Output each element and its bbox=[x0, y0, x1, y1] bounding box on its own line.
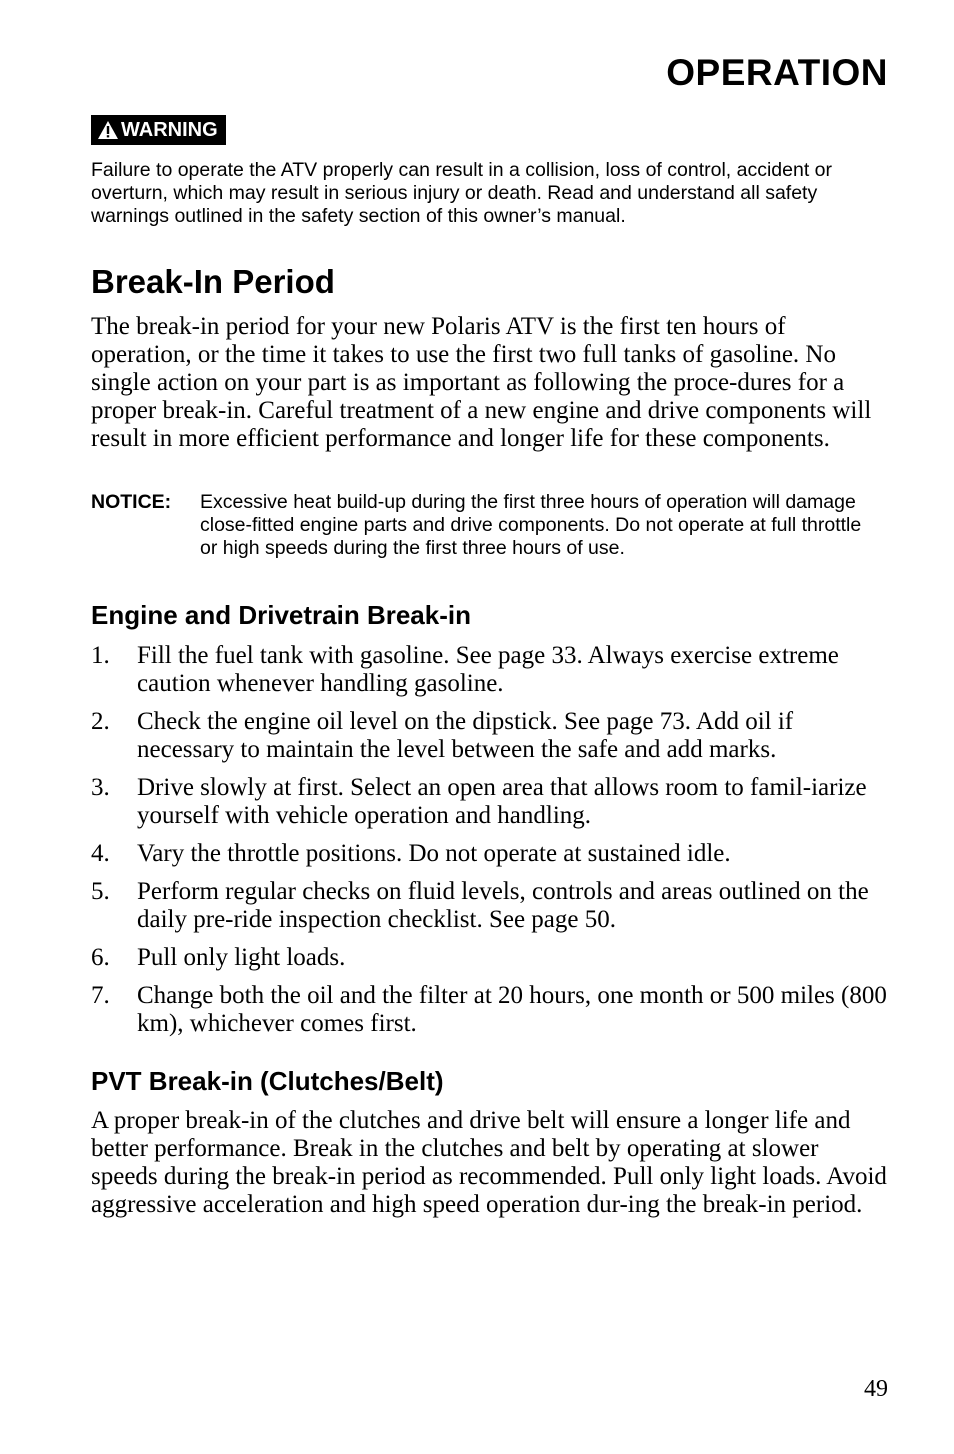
engine-heading: Engine and Drivetrain Break-in bbox=[91, 600, 471, 630]
break-in-heading: Break-In Period bbox=[91, 263, 335, 300]
list-number: 5. bbox=[91, 878, 110, 905]
list-number: 4. bbox=[91, 840, 110, 867]
warning-icon bbox=[97, 120, 119, 140]
list-text: Fill the fuel tank with gasoline. See page 33. Always exercise extreme caution whenever handling gasoline. bbox=[137, 642, 839, 697]
list-text: Change both the oil and the filter at 20 hours, one month or 500 miles (800 km), whichever comes first. bbox=[137, 982, 887, 1037]
warning-text: Failure to operate the ATV properly can result in a collision, loss of control, accident or overturn, which may result in serious injury or death. Read and understand all safety warnings outlined in the safety section of this owner’s manual. bbox=[91, 159, 833, 228]
list-number: 7. bbox=[91, 982, 110, 1009]
notice-label: NOTICE: bbox=[91, 491, 172, 513]
list-item bbox=[91, 774, 891, 830]
list-item bbox=[91, 982, 891, 1038]
list-item bbox=[91, 878, 891, 934]
list-text: Drive slowly at first. Select an open area that allows room to famil-iarize yourself with vehicle operation and handling. bbox=[137, 774, 867, 829]
list-text: Vary the throttle positions. Do not operate at sustained idle. bbox=[137, 840, 731, 867]
notice-block bbox=[91, 491, 891, 561]
list-number: 6. bbox=[91, 944, 110, 971]
list-number: 2. bbox=[91, 708, 110, 735]
list-text: Perform regular checks on fluid levels, controls and areas outlined on the daily pre-ride inspection checklist. See page 50. bbox=[137, 878, 869, 933]
list-item bbox=[91, 642, 891, 698]
pvt-heading: PVT Break-in (Clutches/Belt) bbox=[91, 1066, 444, 1096]
list-item bbox=[91, 944, 891, 972]
list-text: Pull only light loads. bbox=[137, 944, 346, 971]
notice-text: Excessive heat build-up during the first three hours of operation will damage close-fitted engine parts and drive components. Do not operate at full throttle or high speeds during the first three hours of use. bbox=[200, 491, 862, 560]
warning-badge bbox=[91, 115, 226, 145]
list-number: 1. bbox=[91, 642, 110, 669]
break-in-intro: The break-in period for your new Polaris ATV is the first ten hours of operation, or the time it takes to use the first two full tanks of gasoline. No single action on your part is as important as following the proce-dures for a proper break-in. Careful treatment of a new engine and drive components will result in more efficient performance and longer life for these components. bbox=[91, 313, 872, 452]
list-number: 3. bbox=[91, 774, 110, 801]
page-number: 49 bbox=[864, 1376, 888, 1402]
list-item bbox=[91, 840, 891, 868]
warning-label: WARNING bbox=[121, 119, 218, 141]
list-item bbox=[91, 708, 891, 764]
engine-steps-list bbox=[91, 642, 891, 1048]
list-text: Check the engine oil level on the dipstick. See page 73. Add oil if necessary to maintain the level between the safe and add marks. bbox=[137, 708, 794, 763]
pvt-text: A proper break-in of the clutches and drive belt will ensure a longer life and better performance. Break in the clutches and belt by operating at slower speeds during the break-in period as recommended. Pull only light loads. Avoid aggressive acceleration and high speed operation dur-ing the break-in period. bbox=[91, 1107, 887, 1218]
section-header: OPERATION bbox=[666, 52, 888, 93]
